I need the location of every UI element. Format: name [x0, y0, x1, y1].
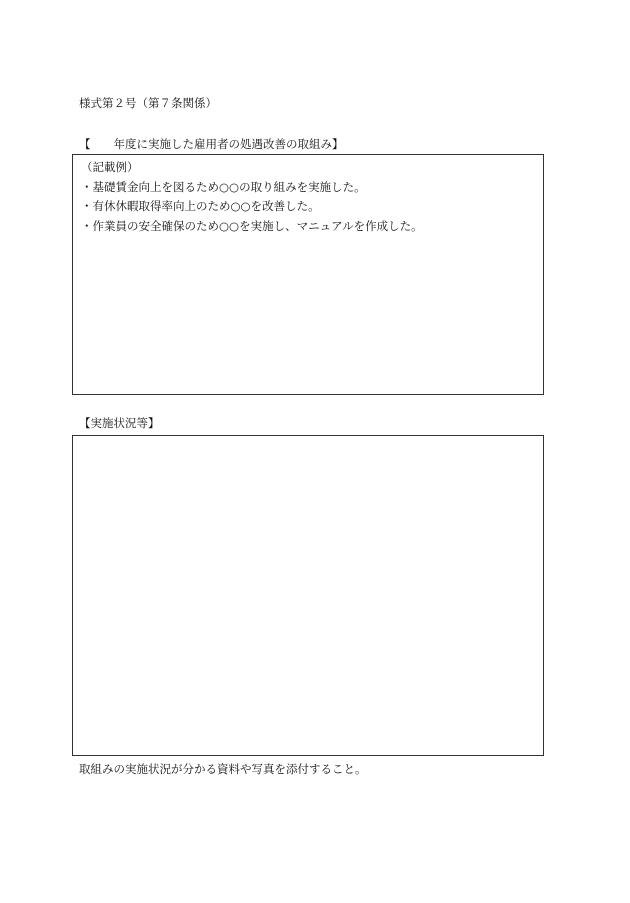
status-text-box[interactable] — [72, 435, 544, 756]
example-line: ・基礎賃金向上を図るため○○の取り組みを実施した。 — [81, 179, 366, 194]
example-line: ・作業員の安全確保のため○○を実施し、マニュアルを作成した。 — [81, 218, 423, 233]
example-text — [81, 158, 423, 236]
section-heading-status: 【実施状況等】 — [79, 416, 160, 430]
section-heading-initiatives: 【 年度に実施した雇用者の処遇改善の取組み】 — [79, 137, 344, 151]
form-number: 様式第２号（第７条関係） — [79, 96, 217, 110]
example-label: （記載例） — [81, 160, 139, 174]
initiatives-text-box[interactable] — [72, 154, 544, 395]
footnote: 取組みの実施状況が分かる資料や写真を添付すること。 — [79, 762, 367, 776]
example-line: ・有休休暇取得率向上のため○○を改善した。 — [81, 199, 320, 213]
